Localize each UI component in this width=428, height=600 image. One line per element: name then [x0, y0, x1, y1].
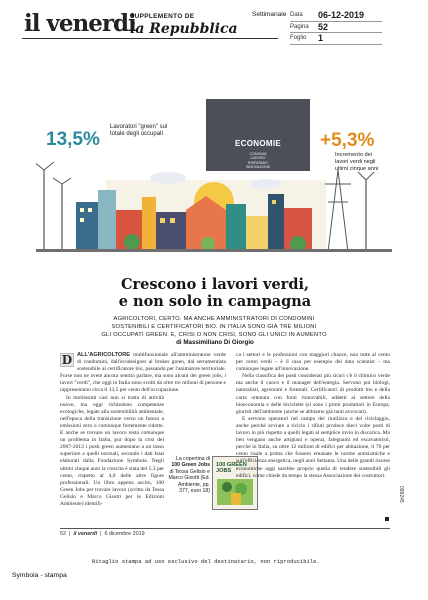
subhead-line: GLI OCCUPATI GREEN. E, CRISI O NON CRISI, SONO GLI UNICI IN AUMENTO [101, 332, 327, 338]
article-subhead [44, 315, 384, 339]
section-subtitle-line: LAVORO [250, 156, 266, 161]
stat-green-share: 13,5% [46, 129, 100, 150]
article-paragraph: ca i settori e le professioni con maggiori chance, non tutte al cento per cento verdi – è il caso per esempio del data scientist – ma comunque legate all'innovazione. [236, 352, 390, 373]
section-title: ECONOMIE [235, 139, 281, 148]
meta-value: 1 [318, 33, 324, 44]
book-caption-line: di Tessa Gelisio e Marco Gisotti (Ed. Ambiente, pp. 377, euro 18) [168, 468, 210, 495]
meta-value: 06-12-2019 [318, 10, 365, 21]
footer-date: 6 dicembre 2019 [104, 531, 145, 537]
meta-key: Data [290, 12, 303, 19]
footer-page-number: 52 [60, 531, 66, 537]
section-subtitle-line: INNOVAZIONE [245, 165, 271, 170]
paragraph-text: multifunzionale all'amministratore verde di condomini, dall'ecodesigner al broker green, dal serramentista sostenibile al certificatore bio, passando per l'animatore territoriale. Forse non ne avete ancora sentito parlare, ma sono alcuni dei green jobs, i lavori "verdi", che oggi in Italia sono svolti da oltre tre milioni di persone e rappresentano circa il 13,5 per cento dell'occupazione. [60, 352, 226, 394]
footer-divider [60, 528, 390, 529]
header-divider [22, 38, 278, 39]
book-caption [168, 456, 210, 494]
subhead-line: AGRICOLTORI, CERTO. MA ANCHE AMMINISTRATORI DI CONDOMINI [113, 316, 315, 322]
end-of-article-mark [385, 517, 389, 521]
section-subtitle [226, 152, 290, 170]
meta-row-date [290, 10, 382, 22]
article-column-right [236, 352, 390, 480]
drop-cap: D [61, 353, 73, 367]
stat-growth: +5,3% [320, 130, 375, 151]
article-headline [40, 276, 390, 310]
meta-row-sheet [290, 33, 382, 45]
article-lead: ALL'AGRICOLTORE [77, 352, 131, 358]
article-paragraph: Nella classifica dei posti considerati più sicuri c'è il chimico verde ma anche il cuoco e il manager dell'energia. Servono poi biologi, naturalisti, agronomi e forestali. Certificatori di prodotti bio e della carta ottenuta con fonti rinnovabili, addetti al settore della bioeconomia e delle biciclette (si sono i primi produttori in Europa, giuristi dell'ambiente (anche se abbiamo già tanti avvocati). [236, 373, 390, 415]
stat-growth-caption: Incremento dei lavori verdi negli ultimi cinque anni [335, 152, 379, 172]
article-paragraph [60, 352, 226, 395]
headline-line: Crescono i lavori verdi, [120, 276, 310, 293]
article-paragraph: In moltissimi casi non si tratta di attività nuove, ma oggi richiedono competenze ecologiche, legate alla sostenibilità ambientale, nell'epoca della transizione verso un futuro a emissioni zero o comunque fortemente ridotte. E anche se trovare un lavoro resta comunque un problema in Italia, pur dopo la crisi del 2007-2013 i posti green aumentano a un tasso superiore a quelli normali, secondo i dati Istat elaborati dalla Fondazione Symbola. Negli ultimi cinque anni la crescita è stata del 5,3 per cento, rispetto al 4,0 delle altre figure professionali. Un libro appena uscito, 100 Green Jobs per trovare lavoro (scritto da Tessa Gelisio e Marco Gisotti per le Edizioni Ambiente) identifi- [60, 394, 164, 507]
meta-row-page [290, 22, 382, 34]
section-subtitle-line: RISPARMIO [248, 160, 268, 165]
meta-value: 52 [318, 21, 329, 32]
section-subtitle-line: CONSUMI [249, 152, 267, 156]
section-box [206, 99, 310, 171]
source-label: Symbola - stampa [12, 572, 67, 579]
meta-key: Foglio [290, 35, 307, 42]
subhead-line: SOSTENIBILI E CERTIFICATORI BIO. IN ITALIA SONO GIÀ TRE MILIONI [111, 324, 317, 330]
stat-green-share-caption: Lavoratori "green" sul totale degli occupati [110, 124, 168, 137]
copyright-notice: Ritaglio stampa ad uso esclusivo del destinatario, non riproducibile. [92, 558, 320, 565]
logo-il-venerdi: il venerdi [24, 10, 136, 37]
footer-magazine: il venerdì [73, 531, 98, 537]
meta-key: Pagina [290, 23, 309, 30]
book-caption-line: La copertina di [175, 456, 210, 462]
headline-line: e non solo in campagna [118, 293, 312, 310]
periodicity-label: Settimanale [252, 11, 287, 18]
clipping-metadata [290, 10, 382, 45]
page-footer: 52 | il venerdì | 6 dicembre 2019 [60, 531, 145, 537]
article-paragraph: E servono operatori nel campo del riutilizzo e del riciclaggio, anche perché avviare a riciclo i rifiuti produce dieci volte posti di lavoro in più rispetto a quelli legati al semplice invio in discarica. Ma ben vengano anche artigiani e operai, falegnami ed escavatoristi, perché in Italia, su oltre 12 milioni di edifici per abitazione, il 70 per cento risale a prima che fossero emanate le norme antisismiche e sull'efficienza energetica, negli anni Settanta. Una delle grandi risorse economiche oggi sarebbe proprio quella di rendere sostenibili gli edifici, come chiede da tempo la stessa Associazione dei costruttori. [236, 415, 390, 479]
supplement-label: SUPPLEMENTO DE [130, 13, 195, 20]
clipping-code: 099245 [398, 486, 404, 503]
book-caption-title: 100 Green Jobs [171, 462, 210, 469]
book-cover-title: 100 GREEN JOBS [216, 462, 247, 474]
article-byline: di Massimiliano Di Giorgio [176, 339, 254, 346]
logo-la-repubblica: la Repubblica [130, 21, 238, 37]
